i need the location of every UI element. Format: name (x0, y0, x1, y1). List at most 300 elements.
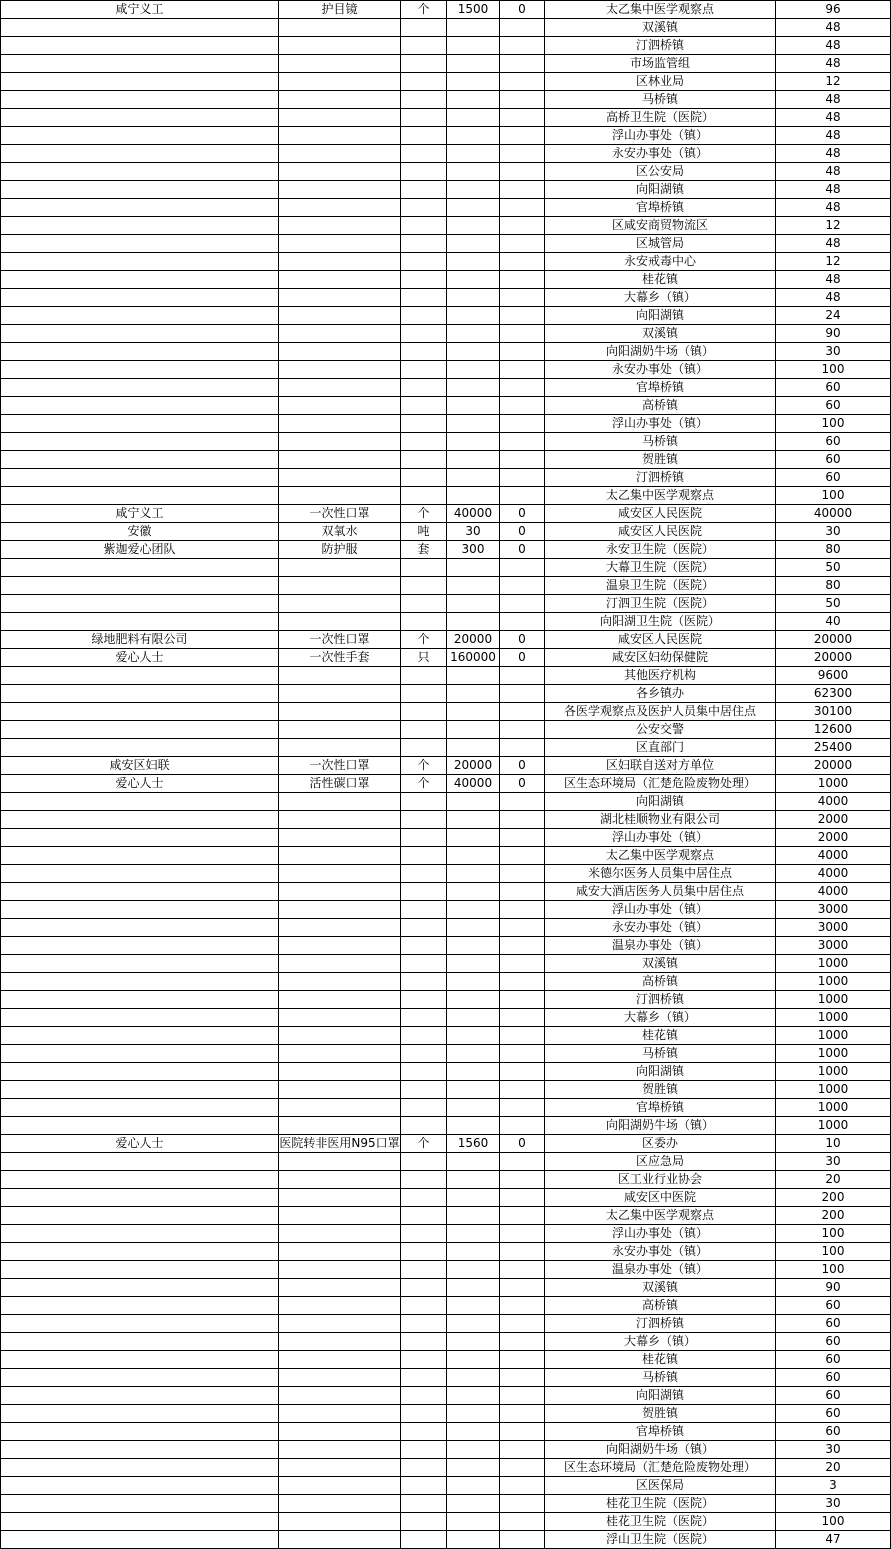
quantity-cell[interactable] (447, 487, 500, 505)
stock-cell[interactable] (500, 721, 545, 739)
recipient-cell[interactable]: 永安办事处（镇） (545, 361, 776, 379)
recipient-cell[interactable]: 向阳湖镇 (545, 1063, 776, 1081)
allocated-quantity-cell[interactable]: 3000 (776, 901, 891, 919)
donor-cell[interactable] (1, 865, 279, 883)
quantity-cell[interactable] (447, 1369, 500, 1387)
recipient-cell[interactable]: 太乙集中医学观察点 (545, 487, 776, 505)
donor-cell[interactable] (1, 19, 279, 37)
unit-cell[interactable] (401, 1441, 447, 1459)
item-cell[interactable] (279, 271, 401, 289)
unit-cell[interactable] (401, 217, 447, 235)
allocated-quantity-cell[interactable]: 40000 (776, 505, 891, 523)
quantity-cell[interactable] (447, 577, 500, 595)
unit-cell[interactable] (401, 1513, 447, 1531)
item-cell[interactable] (279, 685, 401, 703)
allocated-quantity-cell[interactable]: 60 (776, 1351, 891, 1369)
recipient-cell[interactable]: 永安办事处（镇） (545, 145, 776, 163)
item-cell[interactable] (279, 109, 401, 127)
stock-cell[interactable] (500, 793, 545, 811)
recipient-cell[interactable]: 咸安区人民医院 (545, 523, 776, 541)
quantity-cell[interactable] (447, 199, 500, 217)
unit-cell[interactable] (401, 667, 447, 685)
allocated-quantity-cell[interactable]: 100 (776, 1513, 891, 1531)
allocated-quantity-cell[interactable]: 47 (776, 1531, 891, 1549)
item-cell[interactable] (279, 559, 401, 577)
unit-cell[interactable]: 个 (401, 757, 447, 775)
quantity-cell[interactable] (447, 1423, 500, 1441)
stock-cell[interactable] (500, 1333, 545, 1351)
recipient-cell[interactable]: 米德尔医务人员集中居住点 (545, 865, 776, 883)
quantity-cell[interactable] (447, 1117, 500, 1135)
item-cell[interactable] (279, 1315, 401, 1333)
recipient-cell[interactable]: 贺胜镇 (545, 1405, 776, 1423)
allocated-quantity-cell[interactable]: 62300 (776, 685, 891, 703)
stock-cell[interactable] (500, 1531, 545, 1549)
quantity-cell[interactable]: 300 (447, 541, 500, 559)
item-cell[interactable] (279, 235, 401, 253)
quantity-cell[interactable] (447, 1333, 500, 1351)
quantity-cell[interactable] (447, 307, 500, 325)
recipient-cell[interactable]: 各乡镇办 (545, 685, 776, 703)
donor-cell[interactable] (1, 325, 279, 343)
item-cell[interactable] (279, 1153, 401, 1171)
unit-cell[interactable] (401, 1171, 447, 1189)
donor-cell[interactable] (1, 55, 279, 73)
unit-cell[interactable] (401, 37, 447, 55)
unit-cell[interactable] (401, 379, 447, 397)
quantity-cell[interactable] (447, 847, 500, 865)
donor-cell[interactable]: 紫迦爱心团队 (1, 541, 279, 559)
item-cell[interactable] (279, 1081, 401, 1099)
recipient-cell[interactable]: 大幕乡（镇） (545, 1009, 776, 1027)
unit-cell[interactable] (401, 811, 447, 829)
recipient-cell[interactable]: 区应急局 (545, 1153, 776, 1171)
stock-cell[interactable] (500, 127, 545, 145)
quantity-cell[interactable] (447, 1207, 500, 1225)
allocated-quantity-cell[interactable]: 30 (776, 1153, 891, 1171)
unit-cell[interactable] (401, 559, 447, 577)
item-cell[interactable] (279, 793, 401, 811)
quantity-cell[interactable] (447, 739, 500, 757)
unit-cell[interactable] (401, 253, 447, 271)
item-cell[interactable] (279, 1117, 401, 1135)
unit-cell[interactable] (401, 1495, 447, 1513)
quantity-cell[interactable] (447, 1351, 500, 1369)
unit-cell[interactable] (401, 1423, 447, 1441)
allocated-quantity-cell[interactable]: 1000 (776, 973, 891, 991)
donor-cell[interactable] (1, 739, 279, 757)
quantity-cell[interactable]: 20000 (447, 757, 500, 775)
stock-cell[interactable] (500, 433, 545, 451)
stock-cell[interactable] (500, 253, 545, 271)
item-cell[interactable] (279, 667, 401, 685)
recipient-cell[interactable]: 向阳湖镇 (545, 793, 776, 811)
item-cell[interactable] (279, 703, 401, 721)
recipient-cell[interactable]: 公安交警 (545, 721, 776, 739)
donor-cell[interactable] (1, 1513, 279, 1531)
stock-cell[interactable] (500, 1477, 545, 1495)
unit-cell[interactable] (401, 1027, 447, 1045)
allocated-quantity-cell[interactable]: 1000 (776, 1099, 891, 1117)
quantity-cell[interactable] (447, 109, 500, 127)
item-cell[interactable] (279, 1513, 401, 1531)
item-cell[interactable] (279, 253, 401, 271)
stock-cell[interactable] (500, 1243, 545, 1261)
quantity-cell[interactable] (447, 433, 500, 451)
recipient-cell[interactable]: 桂花卫生院（医院） (545, 1495, 776, 1513)
recipient-cell[interactable]: 区公安局 (545, 163, 776, 181)
recipient-cell[interactable]: 向阳湖镇 (545, 307, 776, 325)
item-cell[interactable]: 双氧水 (279, 523, 401, 541)
unit-cell[interactable] (401, 289, 447, 307)
recipient-cell[interactable]: 永安卫生院（医院） (545, 541, 776, 559)
donor-cell[interactable] (1, 127, 279, 145)
item-cell[interactable]: 医院转非医用N95口罩 (279, 1135, 401, 1153)
quantity-cell[interactable] (447, 1153, 500, 1171)
stock-cell[interactable] (500, 109, 545, 127)
item-cell[interactable] (279, 1261, 401, 1279)
allocated-quantity-cell[interactable]: 30 (776, 343, 891, 361)
stock-cell[interactable] (500, 685, 545, 703)
allocated-quantity-cell[interactable]: 100 (776, 361, 891, 379)
recipient-cell[interactable]: 各医学观察点及医护人员集中居住点 (545, 703, 776, 721)
allocated-quantity-cell[interactable]: 100 (776, 1225, 891, 1243)
stock-cell[interactable] (500, 1405, 545, 1423)
unit-cell[interactable] (401, 847, 447, 865)
allocated-quantity-cell[interactable]: 60 (776, 1369, 891, 1387)
allocated-quantity-cell[interactable]: 12 (776, 253, 891, 271)
donor-cell[interactable] (1, 829, 279, 847)
quantity-cell[interactable] (447, 163, 500, 181)
stock-cell[interactable] (500, 847, 545, 865)
item-cell[interactable] (279, 901, 401, 919)
stock-cell[interactable] (500, 1315, 545, 1333)
donor-cell[interactable] (1, 1225, 279, 1243)
stock-cell[interactable] (500, 415, 545, 433)
allocated-quantity-cell[interactable]: 25400 (776, 739, 891, 757)
stock-cell[interactable] (500, 1171, 545, 1189)
unit-cell[interactable]: 个 (401, 505, 447, 523)
allocated-quantity-cell[interactable]: 2000 (776, 811, 891, 829)
unit-cell[interactable] (401, 1225, 447, 1243)
quantity-cell[interactable]: 40000 (447, 775, 500, 793)
item-cell[interactable] (279, 1531, 401, 1549)
unit-cell[interactable] (401, 1333, 447, 1351)
donor-cell[interactable] (1, 1351, 279, 1369)
allocated-quantity-cell[interactable]: 48 (776, 109, 891, 127)
recipient-cell[interactable]: 向阳湖奶牛场（镇） (545, 343, 776, 361)
donor-cell[interactable] (1, 559, 279, 577)
unit-cell[interactable] (401, 361, 447, 379)
unit-cell[interactable] (401, 343, 447, 361)
quantity-cell[interactable] (447, 829, 500, 847)
allocated-quantity-cell[interactable]: 48 (776, 199, 891, 217)
quantity-cell[interactable] (447, 1315, 500, 1333)
quantity-cell[interactable] (447, 1405, 500, 1423)
unit-cell[interactable] (401, 1207, 447, 1225)
unit-cell[interactable] (401, 613, 447, 631)
stock-cell[interactable] (500, 577, 545, 595)
donor-cell[interactable] (1, 289, 279, 307)
unit-cell[interactable] (401, 397, 447, 415)
allocated-quantity-cell[interactable]: 1000 (776, 1063, 891, 1081)
stock-cell[interactable] (500, 37, 545, 55)
recipient-cell[interactable]: 区工业行业协会 (545, 1171, 776, 1189)
stock-cell[interactable] (500, 1261, 545, 1279)
allocated-quantity-cell[interactable]: 48 (776, 235, 891, 253)
stock-cell[interactable] (500, 451, 545, 469)
unit-cell[interactable] (401, 145, 447, 163)
item-cell[interactable] (279, 181, 401, 199)
stock-cell[interactable] (500, 19, 545, 37)
unit-cell[interactable] (401, 973, 447, 991)
stock-cell[interactable] (500, 1207, 545, 1225)
item-cell[interactable] (279, 1171, 401, 1189)
item-cell[interactable] (279, 469, 401, 487)
unit-cell[interactable] (401, 469, 447, 487)
stock-cell[interactable] (500, 379, 545, 397)
stock-cell[interactable] (500, 829, 545, 847)
quantity-cell[interactable] (447, 595, 500, 613)
stock-cell[interactable] (500, 361, 545, 379)
unit-cell[interactable] (401, 1315, 447, 1333)
recipient-cell[interactable]: 大幕卫生院（医院） (545, 559, 776, 577)
stock-cell[interactable] (500, 901, 545, 919)
unit-cell[interactable] (401, 1081, 447, 1099)
quantity-cell[interactable] (447, 991, 500, 1009)
recipient-cell[interactable]: 其他医疗机构 (545, 667, 776, 685)
donor-cell[interactable] (1, 307, 279, 325)
stock-cell[interactable]: 0 (500, 631, 545, 649)
stock-cell[interactable] (500, 1279, 545, 1297)
allocated-quantity-cell[interactable]: 60 (776, 469, 891, 487)
recipient-cell[interactable]: 区林业局 (545, 73, 776, 91)
recipient-cell[interactable]: 马桥镇 (545, 433, 776, 451)
donor-cell[interactable] (1, 181, 279, 199)
allocated-quantity-cell[interactable]: 60 (776, 451, 891, 469)
allocated-quantity-cell[interactable]: 12600 (776, 721, 891, 739)
unit-cell[interactable] (401, 1279, 447, 1297)
recipient-cell[interactable]: 温泉办事处（镇） (545, 1261, 776, 1279)
stock-cell[interactable] (500, 1495, 545, 1513)
quantity-cell[interactable] (447, 883, 500, 901)
allocated-quantity-cell[interactable]: 3 (776, 1477, 891, 1495)
allocated-quantity-cell[interactable]: 1000 (776, 1117, 891, 1135)
recipient-cell[interactable]: 区生态环境局（汇楚危险废物处理） (545, 775, 776, 793)
allocated-quantity-cell[interactable]: 48 (776, 145, 891, 163)
stock-cell[interactable] (500, 325, 545, 343)
recipient-cell[interactable]: 区城管局 (545, 235, 776, 253)
allocated-quantity-cell[interactable]: 20000 (776, 649, 891, 667)
quantity-cell[interactable]: 1560 (447, 1135, 500, 1153)
item-cell[interactable] (279, 973, 401, 991)
quantity-cell[interactable] (447, 37, 500, 55)
stock-cell[interactable] (500, 613, 545, 631)
allocated-quantity-cell[interactable]: 48 (776, 289, 891, 307)
stock-cell[interactable] (500, 865, 545, 883)
recipient-cell[interactable]: 汀泗桥镇 (545, 37, 776, 55)
donor-cell[interactable] (1, 955, 279, 973)
item-cell[interactable] (279, 595, 401, 613)
item-cell[interactable] (279, 451, 401, 469)
unit-cell[interactable] (401, 703, 447, 721)
unit-cell[interactable] (401, 1153, 447, 1171)
allocated-quantity-cell[interactable]: 30 (776, 1495, 891, 1513)
item-cell[interactable] (279, 1279, 401, 1297)
recipient-cell[interactable]: 贺胜镇 (545, 1081, 776, 1099)
unit-cell[interactable] (401, 271, 447, 289)
unit-cell[interactable] (401, 1189, 447, 1207)
quantity-cell[interactable] (447, 1027, 500, 1045)
quantity-cell[interactable] (447, 901, 500, 919)
quantity-cell[interactable] (447, 1081, 500, 1099)
recipient-cell[interactable]: 汀泗卫生院（医院） (545, 595, 776, 613)
recipient-cell[interactable]: 区委办 (545, 1135, 776, 1153)
quantity-cell[interactable] (447, 55, 500, 73)
allocated-quantity-cell[interactable]: 60 (776, 397, 891, 415)
unit-cell[interactable] (401, 415, 447, 433)
allocated-quantity-cell[interactable]: 100 (776, 1243, 891, 1261)
quantity-cell[interactable] (447, 793, 500, 811)
stock-cell[interactable] (500, 919, 545, 937)
stock-cell[interactable] (500, 181, 545, 199)
stock-cell[interactable] (500, 1009, 545, 1027)
donor-cell[interactable] (1, 937, 279, 955)
stock-cell[interactable]: 0 (500, 757, 545, 775)
item-cell[interactable] (279, 55, 401, 73)
allocated-quantity-cell[interactable]: 60 (776, 1297, 891, 1315)
item-cell[interactable] (279, 1351, 401, 1369)
stock-cell[interactable] (500, 1027, 545, 1045)
recipient-cell[interactable]: 区生态环境局（汇楚危险废物处理） (545, 1459, 776, 1477)
unit-cell[interactable] (401, 1243, 447, 1261)
allocated-quantity-cell[interactable]: 4000 (776, 883, 891, 901)
unit-cell[interactable] (401, 91, 447, 109)
recipient-cell[interactable]: 区医保局 (545, 1477, 776, 1495)
item-cell[interactable] (279, 37, 401, 55)
allocated-quantity-cell[interactable]: 48 (776, 37, 891, 55)
quantity-cell[interactable] (447, 865, 500, 883)
donor-cell[interactable] (1, 1441, 279, 1459)
allocated-quantity-cell[interactable]: 48 (776, 127, 891, 145)
allocated-quantity-cell[interactable]: 3000 (776, 937, 891, 955)
allocated-quantity-cell[interactable]: 60 (776, 1315, 891, 1333)
item-cell[interactable] (279, 361, 401, 379)
donor-cell[interactable] (1, 811, 279, 829)
donor-cell[interactable] (1, 1081, 279, 1099)
allocated-quantity-cell[interactable]: 48 (776, 271, 891, 289)
item-cell[interactable] (279, 307, 401, 325)
recipient-cell[interactable]: 咸安区中医院 (545, 1189, 776, 1207)
donor-cell[interactable] (1, 595, 279, 613)
unit-cell[interactable] (401, 829, 447, 847)
unit-cell[interactable] (401, 1117, 447, 1135)
allocated-quantity-cell[interactable]: 48 (776, 19, 891, 37)
item-cell[interactable] (279, 955, 401, 973)
item-cell[interactable] (279, 217, 401, 235)
unit-cell[interactable] (401, 739, 447, 757)
unit-cell[interactable] (401, 1063, 447, 1081)
stock-cell[interactable] (500, 1117, 545, 1135)
donor-cell[interactable] (1, 217, 279, 235)
allocated-quantity-cell[interactable]: 4000 (776, 865, 891, 883)
quantity-cell[interactable] (447, 1387, 500, 1405)
allocated-quantity-cell[interactable]: 48 (776, 91, 891, 109)
item-cell[interactable] (279, 1009, 401, 1027)
item-cell[interactable] (279, 163, 401, 181)
donor-cell[interactable] (1, 1297, 279, 1315)
recipient-cell[interactable]: 马桥镇 (545, 91, 776, 109)
quantity-cell[interactable] (447, 937, 500, 955)
stock-cell[interactable] (500, 91, 545, 109)
allocated-quantity-cell[interactable]: 60 (776, 1333, 891, 1351)
allocated-quantity-cell[interactable]: 4000 (776, 793, 891, 811)
donor-cell[interactable] (1, 1459, 279, 1477)
allocated-quantity-cell[interactable]: 60 (776, 1423, 891, 1441)
stock-cell[interactable] (500, 703, 545, 721)
donor-cell[interactable] (1, 1477, 279, 1495)
unit-cell[interactable] (401, 1387, 447, 1405)
allocated-quantity-cell[interactable]: 48 (776, 181, 891, 199)
item-cell[interactable] (279, 937, 401, 955)
donor-cell[interactable] (1, 847, 279, 865)
quantity-cell[interactable] (447, 145, 500, 163)
quantity-cell[interactable] (447, 1009, 500, 1027)
donor-cell[interactable] (1, 1369, 279, 1387)
item-cell[interactable] (279, 145, 401, 163)
recipient-cell[interactable]: 汀泗桥镇 (545, 1315, 776, 1333)
allocated-quantity-cell[interactable]: 20 (776, 1459, 891, 1477)
item-cell[interactable] (279, 325, 401, 343)
donor-cell[interactable] (1, 415, 279, 433)
donor-cell[interactable] (1, 1099, 279, 1117)
item-cell[interactable] (279, 199, 401, 217)
donor-cell[interactable]: 爱心人士 (1, 649, 279, 667)
allocated-quantity-cell[interactable]: 60 (776, 1387, 891, 1405)
item-cell[interactable] (279, 1477, 401, 1495)
quantity-cell[interactable] (447, 1099, 500, 1117)
item-cell[interactable]: 一次性口罩 (279, 505, 401, 523)
recipient-cell[interactable]: 浮山办事处（镇） (545, 127, 776, 145)
item-cell[interactable] (279, 379, 401, 397)
unit-cell[interactable]: 只 (401, 649, 447, 667)
recipient-cell[interactable]: 官埠桥镇 (545, 199, 776, 217)
stock-cell[interactable] (500, 1153, 545, 1171)
recipient-cell[interactable]: 双溪镇 (545, 325, 776, 343)
unit-cell[interactable]: 个 (401, 1, 447, 19)
allocated-quantity-cell[interactable]: 10 (776, 1135, 891, 1153)
quantity-cell[interactable] (447, 19, 500, 37)
unit-cell[interactable] (401, 1405, 447, 1423)
stock-cell[interactable]: 0 (500, 775, 545, 793)
donor-cell[interactable] (1, 145, 279, 163)
allocated-quantity-cell[interactable]: 1000 (776, 775, 891, 793)
unit-cell[interactable] (401, 451, 447, 469)
quantity-cell[interactable] (447, 253, 500, 271)
recipient-cell[interactable]: 向阳湖镇 (545, 181, 776, 199)
recipient-cell[interactable]: 汀泗桥镇 (545, 469, 776, 487)
recipient-cell[interactable]: 双溪镇 (545, 955, 776, 973)
recipient-cell[interactable]: 区直部门 (545, 739, 776, 757)
item-cell[interactable] (279, 415, 401, 433)
quantity-cell[interactable] (447, 1441, 500, 1459)
unit-cell[interactable] (401, 307, 447, 325)
stock-cell[interactable] (500, 1351, 545, 1369)
allocated-quantity-cell[interactable]: 1000 (776, 1009, 891, 1027)
allocated-quantity-cell[interactable]: 80 (776, 577, 891, 595)
recipient-cell[interactable]: 浮山卫生院（医院） (545, 1531, 776, 1549)
quantity-cell[interactable] (447, 955, 500, 973)
